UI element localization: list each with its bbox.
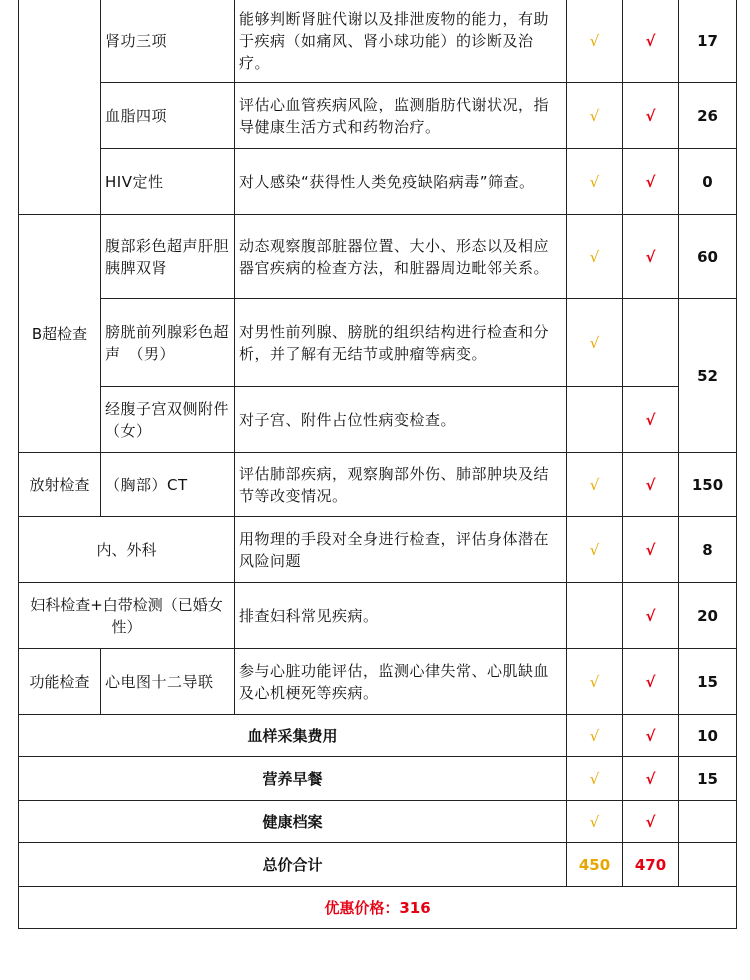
item-description: 评估肺部疾病，观察胸部外伤、肺部肿块及结节等改变情况。	[235, 453, 567, 517]
package-b-check: √	[623, 715, 679, 757]
table-row	[19, 453, 737, 517]
item-price: 20	[679, 583, 737, 649]
table-row	[19, 887, 737, 929]
package-b-check: √	[623, 149, 679, 215]
category-cell-blood	[19, 0, 101, 215]
category-function: 功能检查	[19, 649, 101, 715]
package-a-check: √	[567, 801, 623, 843]
category-radiology: 放射检查	[19, 453, 101, 517]
package-b-total: 470	[623, 843, 679, 887]
package-a-check	[567, 583, 623, 649]
table-row	[19, 149, 737, 215]
item-name: 经腹子宫双侧附件（女）	[101, 387, 235, 453]
package-a-check: √	[567, 149, 623, 215]
table-row	[19, 715, 737, 757]
item-description: 对男性前列腺、膀胱的组织结构进行检查和分析，并了解有无结节或肿瘤等病变。	[235, 299, 567, 387]
package-b-check: √	[623, 649, 679, 715]
item-price: 15	[679, 757, 737, 801]
item-price: 52	[679, 299, 737, 453]
item-name: 心电图十二导联	[101, 649, 235, 715]
package-b-check: √	[623, 583, 679, 649]
package-a-check: √	[567, 453, 623, 517]
table-row	[19, 583, 737, 649]
item-price: 60	[679, 215, 737, 299]
package-b-check: √	[623, 0, 679, 83]
item-description: 排查妇科常见疾病。	[235, 583, 567, 649]
category-internal: 内、外科	[19, 517, 235, 583]
item-name: 腹部彩色超声肝胆胰脾双肾	[101, 215, 235, 299]
item-name: 血脂四项	[101, 83, 235, 149]
package-b-check: √	[623, 387, 679, 453]
package-a-check: √	[567, 715, 623, 757]
package-a-check: √	[567, 83, 623, 149]
package-a-check	[567, 387, 623, 453]
item-name: （胸部）CT	[101, 453, 235, 517]
package-a-check: √	[567, 299, 623, 387]
table-row	[19, 843, 737, 887]
package-b-check: √	[623, 801, 679, 843]
table-row	[19, 757, 737, 801]
item-price: 0	[679, 149, 737, 215]
item-name: 膀胱前列腺彩色超声 （男）	[101, 299, 235, 387]
package-a-check: √	[567, 649, 623, 715]
item-price: 15	[679, 649, 737, 715]
item-description: 对人感染“获得性人类免疫缺陷病毒”筛查。	[235, 149, 567, 215]
item-description: 评估心血管疾病风险，监测脂肪代谢状况，指导健康生活方式和药物治疗。	[235, 83, 567, 149]
table-row	[19, 215, 737, 299]
checkup-package-table	[18, 0, 737, 929]
item-description: 对子宫、附件占位性病变检查。	[235, 387, 567, 453]
package-b-check	[623, 299, 679, 387]
table-row	[19, 299, 737, 387]
category-gynecology: 妇科检查+白带检测（已婚女性）	[19, 583, 235, 649]
package-a-total: 450	[567, 843, 623, 887]
item-description: 参与心脏功能评估，监测心律失常、心肌缺血及心机梗死等疾病。	[235, 649, 567, 715]
item-price: 150	[679, 453, 737, 517]
item-name: 肾功三项	[101, 0, 235, 83]
package-b-check: √	[623, 215, 679, 299]
total-price-empty	[679, 843, 737, 887]
table-row	[19, 387, 737, 453]
item-price: 26	[679, 83, 737, 149]
item-description: 能够判断肾脏代谢以及排泄废物的能力，有助于疾病（如痛风、肾小球功能）的诊断及治疗。	[235, 0, 567, 83]
total-label: 总价合计	[19, 843, 567, 887]
table-row	[19, 83, 737, 149]
item-price: 10	[679, 715, 737, 757]
package-b-check: √	[623, 83, 679, 149]
extra-label: 营养早餐	[19, 757, 567, 801]
table-row	[19, 0, 737, 83]
item-description: 用物理的手段对全身进行检查，评估身体潜在风险问题	[235, 517, 567, 583]
item-description: 动态观察腹部脏器位置、大小、形态以及相应器官疾病的检查方法，和脏器周边毗邻关系。	[235, 215, 567, 299]
item-name: HIV定性	[101, 149, 235, 215]
package-b-check: √	[623, 757, 679, 801]
package-b-check: √	[623, 517, 679, 583]
package-a-check: √	[567, 517, 623, 583]
item-price	[679, 801, 737, 843]
item-price: 8	[679, 517, 737, 583]
extra-label: 血样采集费用	[19, 715, 567, 757]
package-a-check: √	[567, 215, 623, 299]
table-row	[19, 801, 737, 843]
package-b-check: √	[623, 453, 679, 517]
table-row	[19, 517, 737, 583]
item-price: 17	[679, 0, 737, 83]
category-bscan: B超检查	[19, 215, 101, 453]
package-a-check: √	[567, 0, 623, 83]
table-row	[19, 649, 737, 715]
promo-price: 优惠价格：316	[19, 887, 737, 929]
extra-label: 健康档案	[19, 801, 567, 843]
package-a-check: √	[567, 757, 623, 801]
